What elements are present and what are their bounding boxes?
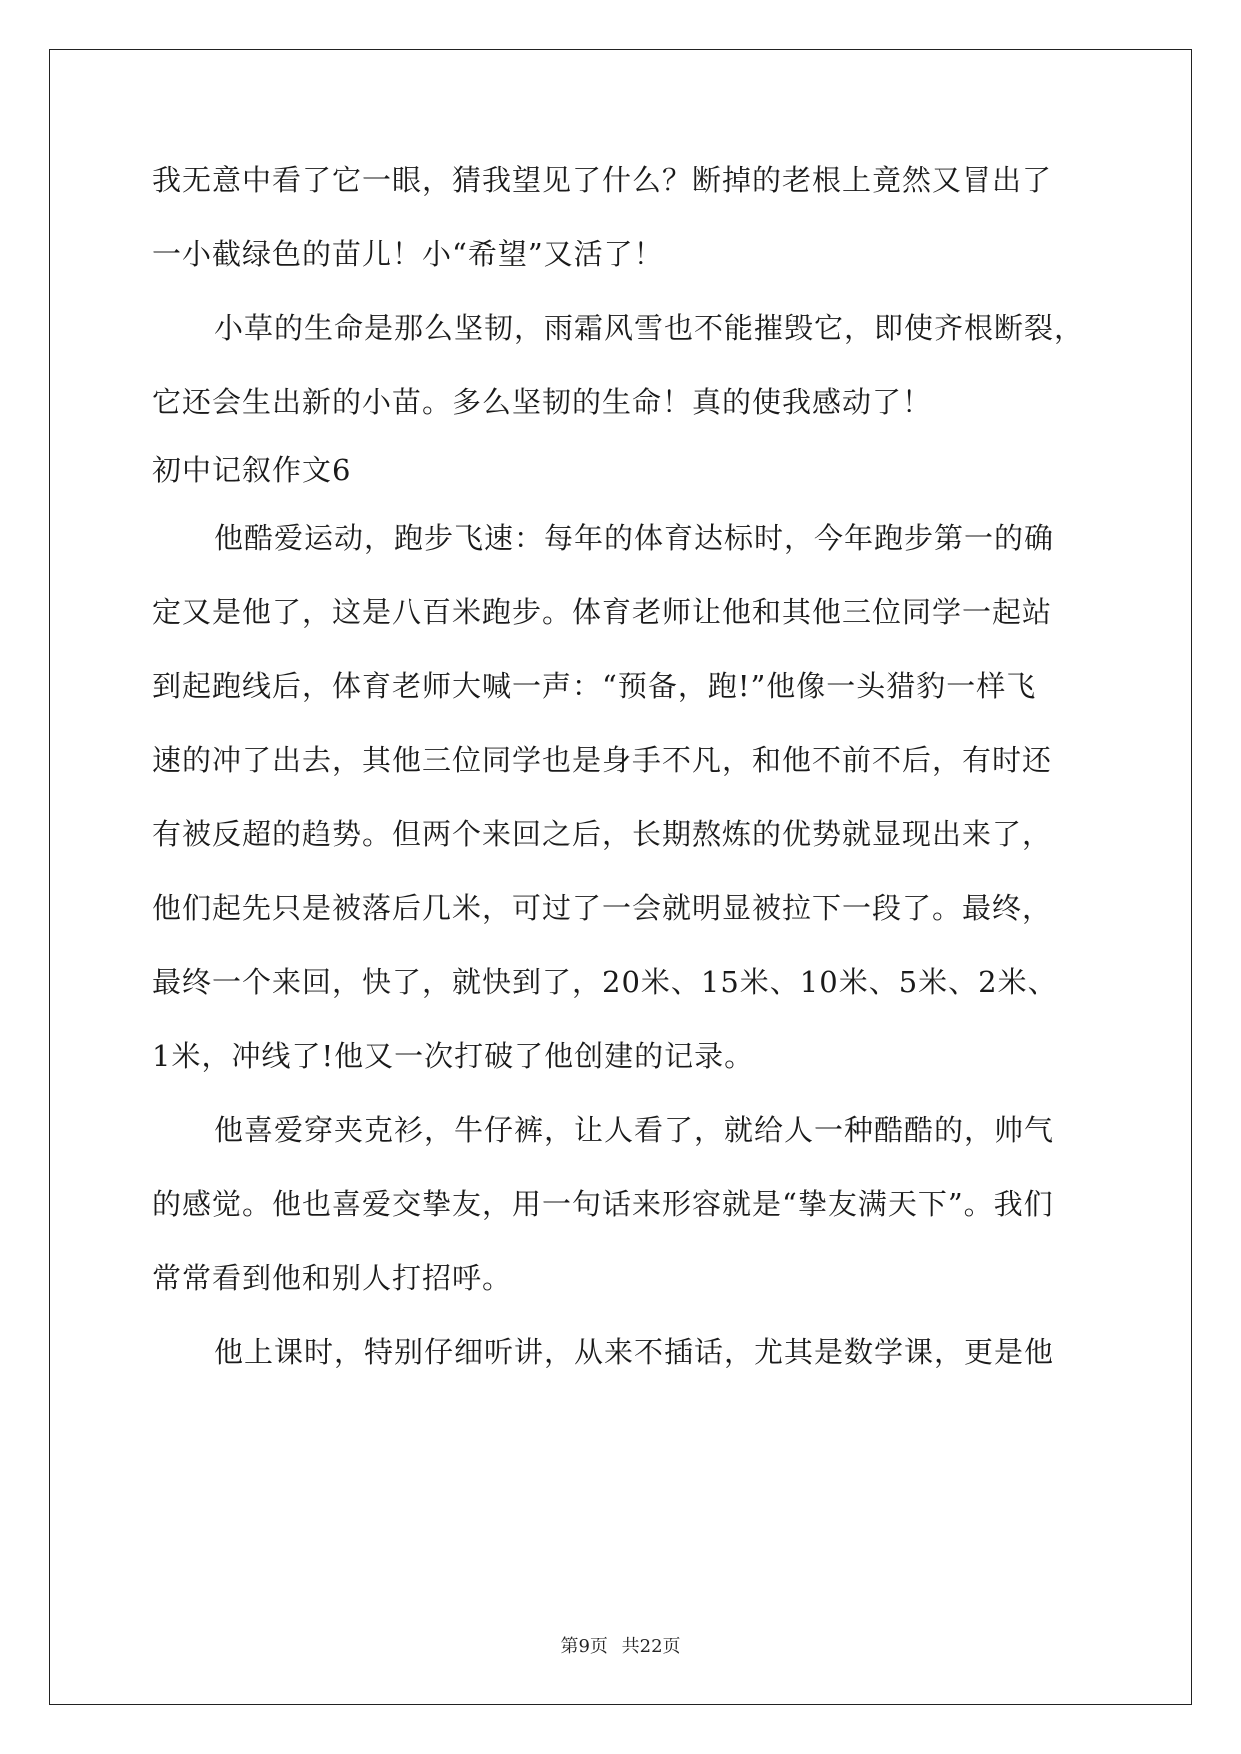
text-line: 速的冲了出去，其他三位同学也是身手不凡，和他不前不后，有时还 — [152, 743, 1053, 777]
text-line: 最终一个来回，快了，就快到了，20米、15米、10米、5米、2米、 — [152, 965, 1058, 999]
text-line: 的感觉。他也喜爱交挚友，用一句话来形容就是“挚友满天下”。我们 — [152, 1187, 1054, 1221]
page-number: 第9页 — [560, 1636, 608, 1657]
paragraph-start: 他酷爱运动，跑步飞速：每年的体育达标时，今年跑步第一的确 — [214, 521, 1055, 555]
text-line: 常常看到他和别人打招呼。 — [152, 1261, 513, 1295]
page-total: 共22页 — [621, 1636, 681, 1657]
text-line: 一小截绿色的苗儿！小“希望”又活了！ — [152, 237, 664, 271]
paragraph-start: 小草的生命是那么坚韧，雨霜风雪也不能摧毁它，即使齐根断裂， — [214, 311, 1085, 345]
text-line: 它还会生出新的小苗。多么坚韧的生命！真的使我感动了！ — [152, 385, 933, 419]
paragraph-start: 他上课时，特别仔细听讲，从来不插话，尤其是数学课，更是他 — [214, 1335, 1055, 1369]
text-line: 定又是他了，这是八百米跑步。体育老师让他和其他三位同学一起站 — [152, 595, 1053, 629]
text-line: 他们起先只是被落后几米，可过了一会就明显被拉下一段了。最终， — [152, 891, 1053, 925]
text-line: 我无意中看了它一眼，猜我望见了什么？断掉的老根上竟然又冒出了 — [152, 163, 1053, 197]
section-heading: 初中记叙作文6 — [152, 453, 352, 487]
page-border — [49, 49, 1192, 1705]
page-footer — [0, 1632, 1241, 1658]
paragraph-start: 他喜爱穿夹克衫，牛仔裤，让人看了，就给人一种酷酷的，帅气 — [214, 1113, 1055, 1147]
text-line: 到起跑线后，体育老师大喊一声：“预备，跑!”他像一头猎豹一样飞 — [152, 669, 1037, 703]
text-line: 有被反超的趋势。但两个来回之后，长期熬炼的优势就显现出来了， — [152, 817, 1053, 851]
text-line: 1米，冲线了!他又一次打破了他创建的记录。 — [152, 1039, 755, 1073]
